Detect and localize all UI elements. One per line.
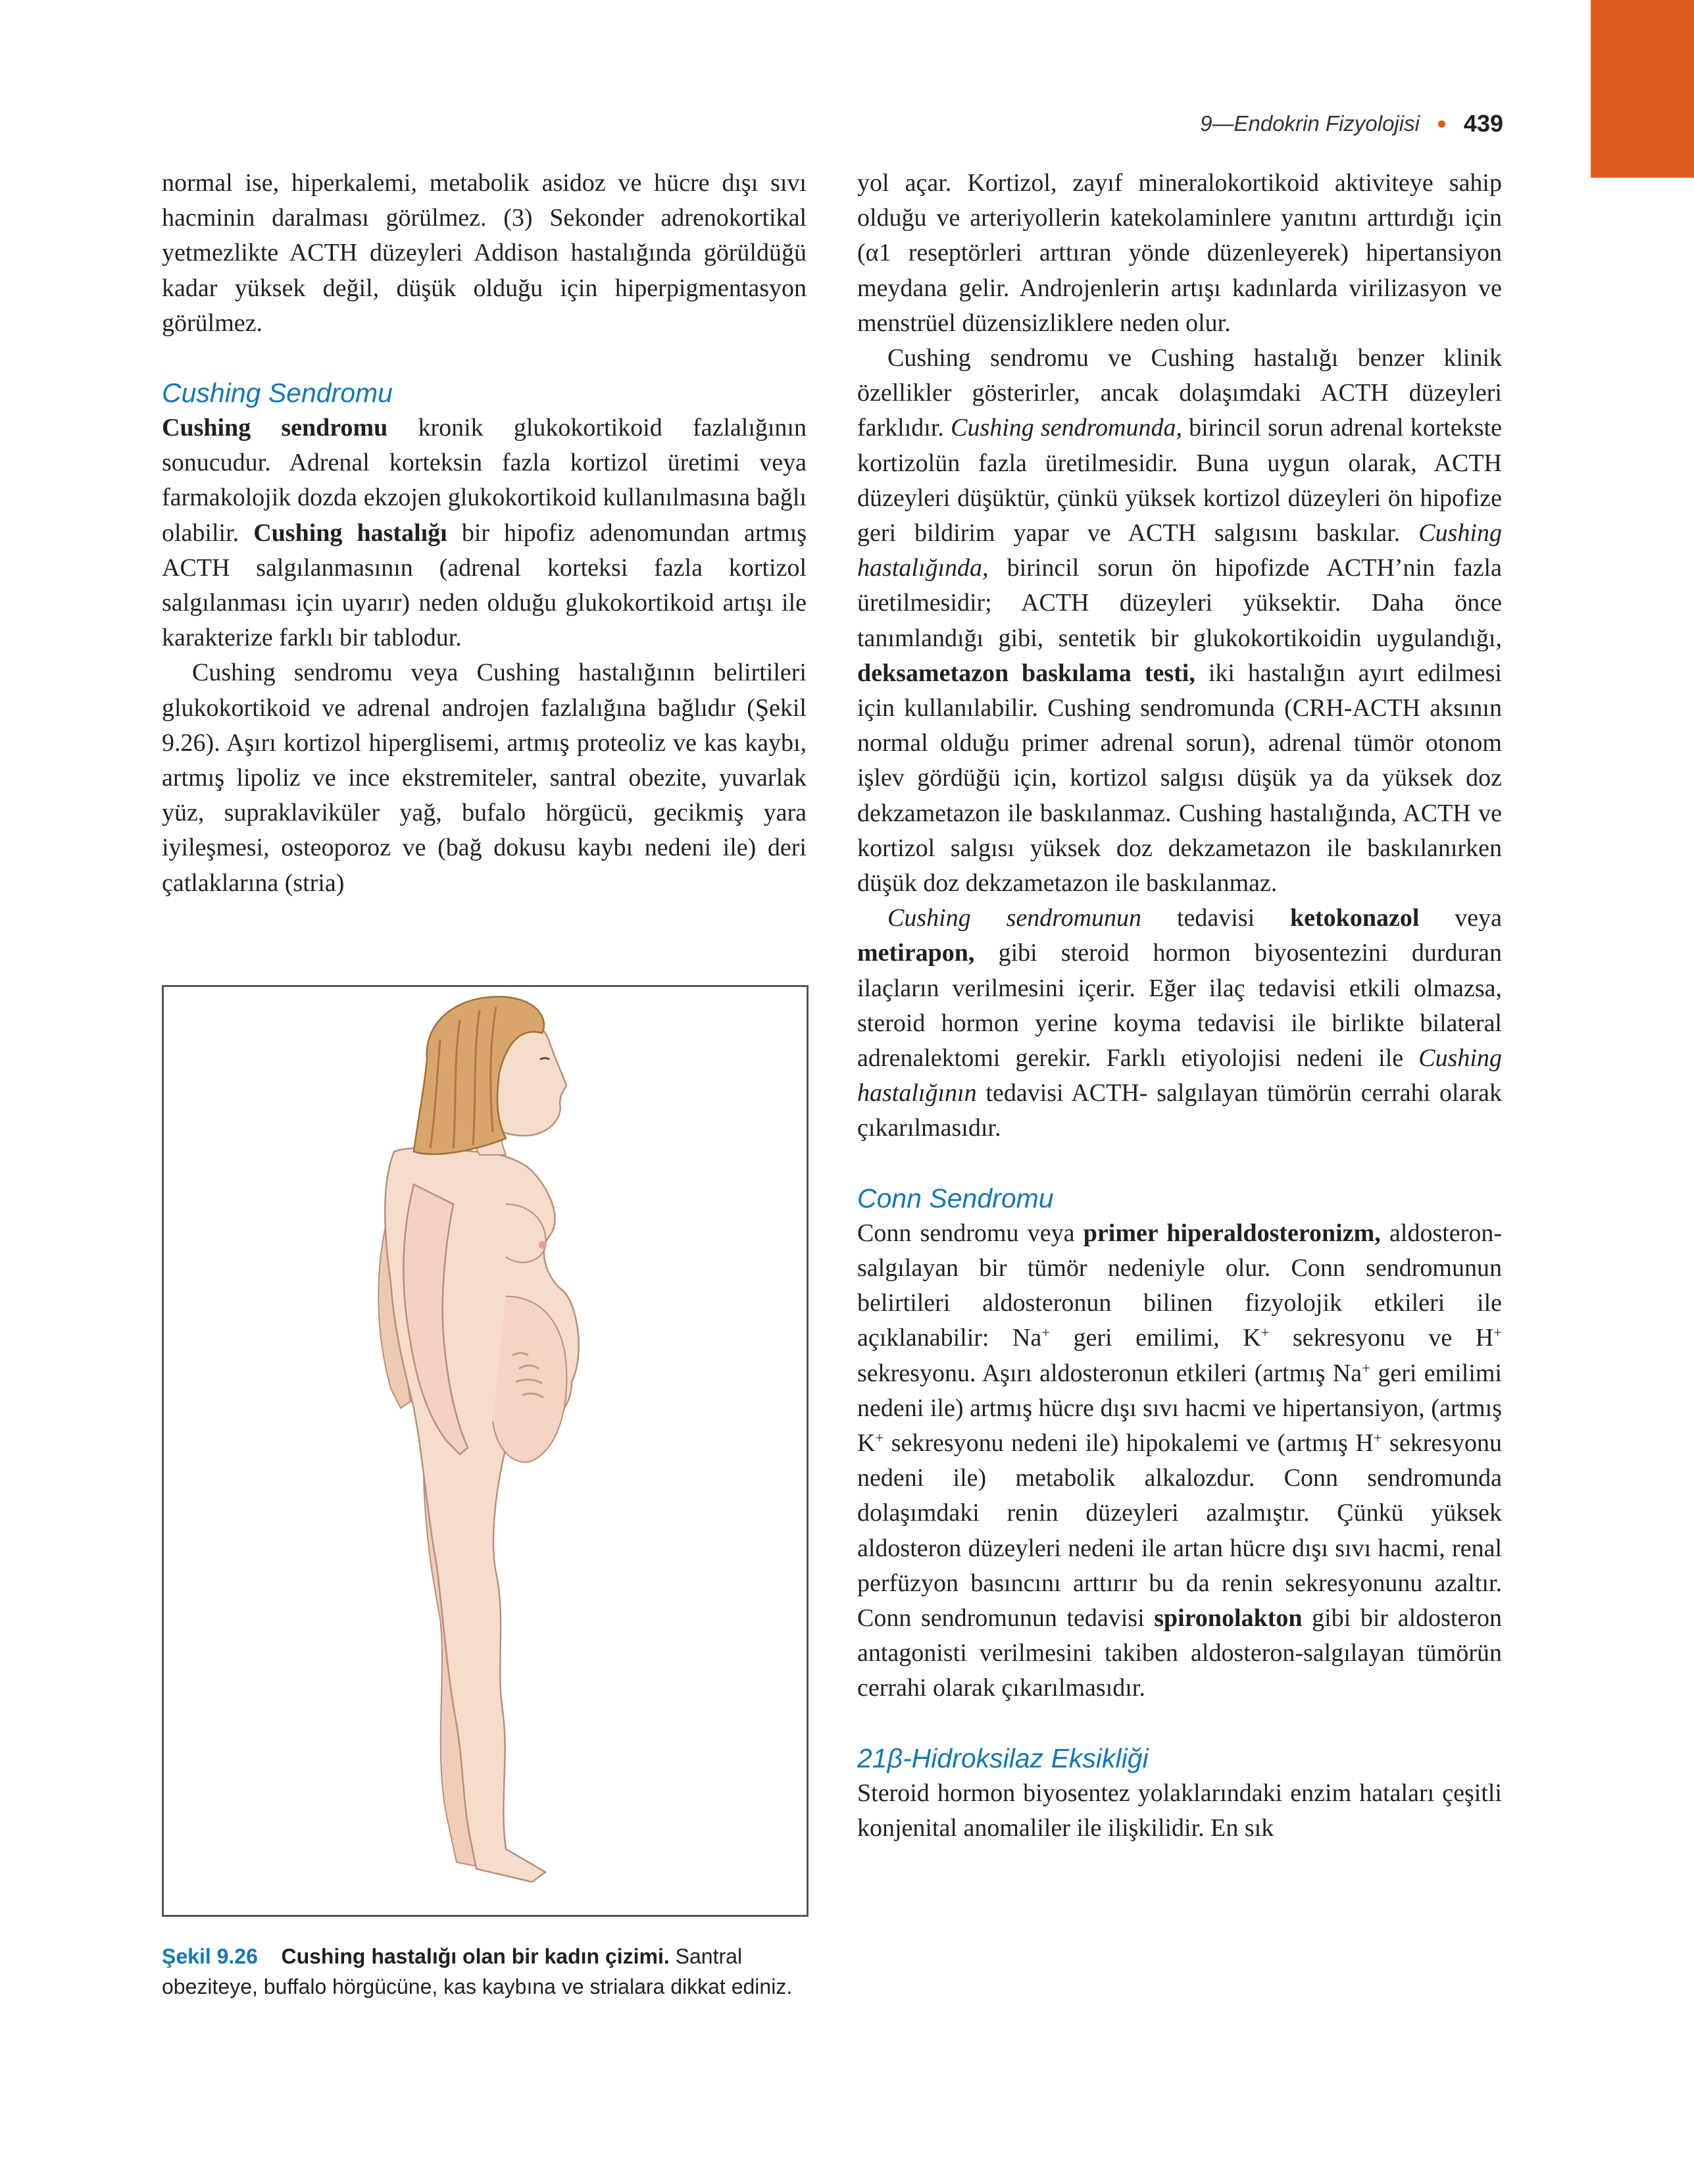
superscript: +: [1260, 1324, 1270, 1341]
text-run: Cushing sendromunda,: [951, 414, 1182, 442]
superscript: +: [1493, 1324, 1503, 1341]
superscript: +: [1041, 1324, 1051, 1341]
text-run: Cushing sendromu ve Cushing hastalığı benzer klinik özellikler gösterirler, ancak dolaşımdaki ACTH düzeyleri farklıdır.: [857, 344, 1502, 442]
term: ketokonazol: [1290, 904, 1420, 932]
figure-label: Şekil 9.26: [162, 1944, 258, 1968]
term: deksametazon baskılama testi,: [857, 659, 1195, 687]
text-run: Cushing hastalığında,: [857, 519, 1502, 582]
text-run: birincil sorun ön hipofizde ACTH’nin fazla üretilmesidir; ACTH düzeyleri yüksektir. Daha önce tanımlandığı gibi, sentetik bir glukokortikoidin uygulandığı,: [857, 554, 1502, 652]
nipple: [539, 1241, 547, 1249]
text-run: tedavisi ACTH- salgılayan tümörün cerrahi olarak çıkarılmasıdır.: [857, 1079, 1502, 1142]
text-run: sekresyonu. Aşırı aldosteronun etkileri (artmış Na: [857, 1359, 1362, 1387]
term: metirapon,: [857, 939, 975, 967]
chapter-tab: [1591, 0, 1694, 178]
section-heading-21b-hydroxylase: 21β-Hidroksilaz Eksikliği: [857, 1742, 1149, 1773]
figure-caption-text: Santral obeziteye, buffalo hörgücüne, kas kaybına ve strialara dikkat ediniz.: [162, 1944, 793, 1998]
text-run: Cushing sendromunun: [887, 904, 1142, 932]
text-run: sekresyonu ve H: [1269, 1324, 1494, 1352]
text-run: geri emilimi, K: [1050, 1324, 1261, 1352]
text-run: Cushing hastalığının: [857, 1044, 1502, 1107]
figure-title: Cushing hastalığı olan bir kadın çizimi.: [281, 1944, 670, 1968]
page-number: 439: [1463, 110, 1503, 137]
woman-illustration: [164, 987, 807, 1915]
text-run: bir hipofiz adenomundan artmış ACTH salgılanmasının (adrenal korteksi fazla kortizol salgılanması için uyarır) neden olduğu glukokortikoid artışı ile karakterize farklı bir tablodur.: [162, 519, 807, 652]
figure-caption: [162, 1941, 813, 2002]
text-run: Conn sendromu veya: [857, 1219, 1084, 1247]
text-run: sekresyonu nedeni ile) metabolik alkalozdur. Conn sendromunda dolaşımdaki renin düzeyleri azalmıştır. Çünkü yüksek aldosteron düzeyleri nedeni ile artan hücre dışı sıvı hacmi, renal perfüzyon basıncını arttırır bu da renin sekresyonunu azaltır. Conn sendromunun tedavisi: [857, 1429, 1503, 1632]
term: Cushing hastalığı: [253, 519, 447, 547]
bullet-dot: [1438, 120, 1445, 128]
text-run: aldosteron-salgılayan bir tümör nedeniyle olur. Conn sendromunun belirtileri aldosteronun bilinen fizyolojik etkileri ile açıklanabilir: Na: [857, 1219, 1502, 1352]
paragraph: yol açar. Kortizol, zayıf mineralokortikoid aktiviteye sahip olduğu ve arteriyollerin katekolaminlere yanıtını arttırdığı için (α1 reseptörleri arttıran yönde düzenleyerek) hipertansiyon meydana gelir. Androjenlerin artışı kadınlarda virilizasyon ve menstrüel düzensizliklere neden olur.: [857, 169, 1502, 337]
right-column: [857, 166, 1502, 1846]
text-run: sekresyonu nedeni ile) hipokalemi ve (artmış H: [884, 1429, 1374, 1457]
term: spironolakton: [1154, 1604, 1303, 1632]
paragraph: [857, 901, 1502, 1146]
text-run: birincil sorun adrenal kortekste kortizolün fazla üretilmesidir. Buna uygun olarak, ACTH düzeyleri düşüktür, çünkü yüksek kortizol düzeyleri ön hipofize geri bildirim yapar ve ACTH salgısını baskılar.: [857, 414, 1502, 547]
left-column: [162, 166, 807, 901]
paragraph: [162, 411, 807, 655]
section-heading-conn: Conn Sendromu: [857, 1182, 1054, 1213]
running-head: [1200, 111, 1503, 137]
superscript: +: [1362, 1359, 1370, 1376]
paragraph: Steroid hormon biyosentez yolaklarındaki enzim hataları çeşitli konjenital anomaliler ile ilişkilidir. En sık: [857, 1779, 1502, 1842]
term: primer hiperaldosteronizm,: [1083, 1219, 1381, 1247]
superscript: +: [875, 1429, 884, 1446]
text-run: veya: [1419, 904, 1503, 932]
text-run: gibi bir aldosteron antagonisti verilmesini takiben aldosteron-salgılayan tümörün cerrahi olarak çıkarılmasıdır.: [857, 1604, 1502, 1702]
term: Cushing sendromu: [162, 414, 388, 442]
text-run: tedavisi: [1141, 904, 1291, 932]
running-head-section: 9—Endokrin Fizyolojisi: [1200, 111, 1420, 136]
text-run: gibi steroid hormon biyosentezini durduran ilaçların verilmesini içerir. Eğer ilaç tedavisi etkili olmazsa, steroid hormon yerine koyma tedavisi ile birlikte bilateral adrenalektomi gerekir. Farklı etiyolojisi nedeni ile: [857, 939, 1502, 1073]
text-run: geri emilimi nedeni ile) artmış hücre dışı sıvı hacmi ve hipertansiyon, (artmış K: [857, 1359, 1502, 1457]
text-run: iki hastalığın ayırt edilmesi için kullanılabilir. Cushing sendromunda (CRH-ACTH aksının normal olduğu primer adrenal sorun), adrenal tümör otonom işlev gördüğü için, kortizol salgısı düşük ya da yüksek doz dekzametazon ile baskılanmaz. Cushing hastalığında, ACTH ve kortizol salgısı yüksek doz dekzametazon ile baskılanırken düşük doz dekzametazon ile baskılanmaz.: [857, 659, 1502, 898]
text-run: kronik glukokortikoid fazlalığının sonucudur. Adrenal korteksin fazla kortizol üretimi veya farmakolojik dozda ekzojen glukokortikoid kullanılmasına bağlı olabilir.: [162, 414, 807, 547]
paragraph: [857, 341, 1502, 901]
figure-illustration: [162, 985, 809, 1917]
paragraph: [857, 1216, 1502, 1706]
paragraph: Cushing sendromu veya Cushing hastalığının belirtileri glukokortikoid ve adrenal androjen fazlalığına bağlıdır (Şekil 9.26). Aşırı kortizol hiperglisemi, artmış proteoliz ve kas kaybı, artmış lipoliz ve ince ekstremiteler, santral obezite, yuvarlak yüz, supraklaviküler yağ, bufalo hörgücü, gecikmiş yara iyileşmesi, osteoporoz ve (bağ dokusu kaybı nedeni ile) deri çatlaklarına (stria): [162, 659, 807, 897]
paragraph: normal ise, hiperkalemi, metabolik asidoz ve hücre dışı sıvı hacminin daralması görülmez. (3) Sekonder adrenokortikal yetmezlikte ACTH düzeyleri Addison hastalığında görüldüğü kadar yüksek değil, düşük olduğu için hiperpigmentasyon görülmez.: [162, 169, 807, 337]
section-heading-cushing: Cushing Sendromu: [162, 378, 393, 409]
superscript: +: [1373, 1429, 1382, 1446]
